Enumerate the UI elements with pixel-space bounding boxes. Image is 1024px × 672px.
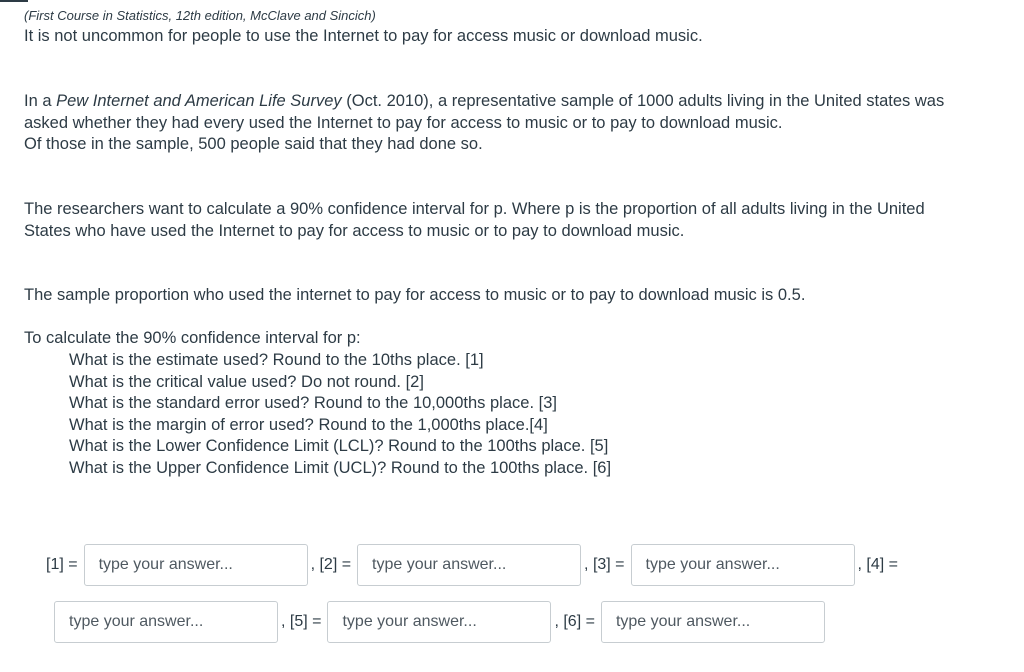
intro-text: It is not uncommon for people to use the Internet to pay for access music or download music. [24,27,703,45]
answer-3-input[interactable] [631,544,855,586]
question-4: What is the margin of error used? Round to the 1,000ths place.[4] [69,415,548,434]
answer-label-2: , [2] = [310,556,352,573]
answer-row-2 [0,600,825,644]
survey-line-2: asked whether they had every used the Internet to pay for access to music or to pay to download music. [24,113,783,132]
answer-5-input[interactable] [327,601,551,643]
question-2: What is the critical value used? Do not round. [2] [69,372,424,391]
answer-4-input[interactable] [54,601,278,643]
sample-statement: The sample proportion who used the internet to pay for access to music or to pay to download music is 0.5. [24,286,806,304]
answer-label-4: , [4] = [857,556,898,573]
question-1: What is the estimate used? Round to the 10ths place. [1] [69,351,484,369]
survey-prefix: In a [24,92,57,110]
answer-2-input[interactable] [357,544,581,586]
answer-label-1: [1] = [46,556,78,573]
corner-mark [0,0,28,2]
source-citation: (First Course in Statistics, 12th edition, McClave and Sincich) [24,8,376,23]
answer-label-3: , [3] = [584,556,625,573]
survey-paragraph [24,91,944,156]
question-6: What is the Upper Confidence Limit (UCL)? Round to the 100ths place. [6] [69,458,612,477]
question-list [69,350,611,479]
answer-label-5: , [5] = [281,613,322,630]
answer-6-input[interactable] [601,601,825,643]
answer-row-1 [0,543,898,587]
survey-line-1 [24,91,944,113]
goal-line-1: The researchers want to calculate a 90% confidence interval for p. Where p is the proportion of all adults living in the United [24,200,925,218]
survey-line-1-rest: (Oct. 2010), a representative sample of 1000 adults living in the United states was [341,92,945,110]
calc-heading: To calculate the 90% confidence interval for p: [24,329,361,347]
survey-name: Pew Internet and American Life Survey [56,92,342,110]
answer-label-6: , [6] = [554,613,595,630]
goal-line-2: States who have used the Internet to pay for access to music or to pay to download music. [24,221,685,240]
answer-1-input[interactable] [84,544,308,586]
survey-line-3: Of those in the sample, 500 people said that they had done so. [24,135,483,153]
question-3: What is the standard error used? Round to the 10,000ths place. [3] [69,394,557,412]
question-5: What is the Lower Confidence Limit (LCL)? Round to the 100ths place. [5] [69,437,609,455]
goal-paragraph [24,199,925,242]
